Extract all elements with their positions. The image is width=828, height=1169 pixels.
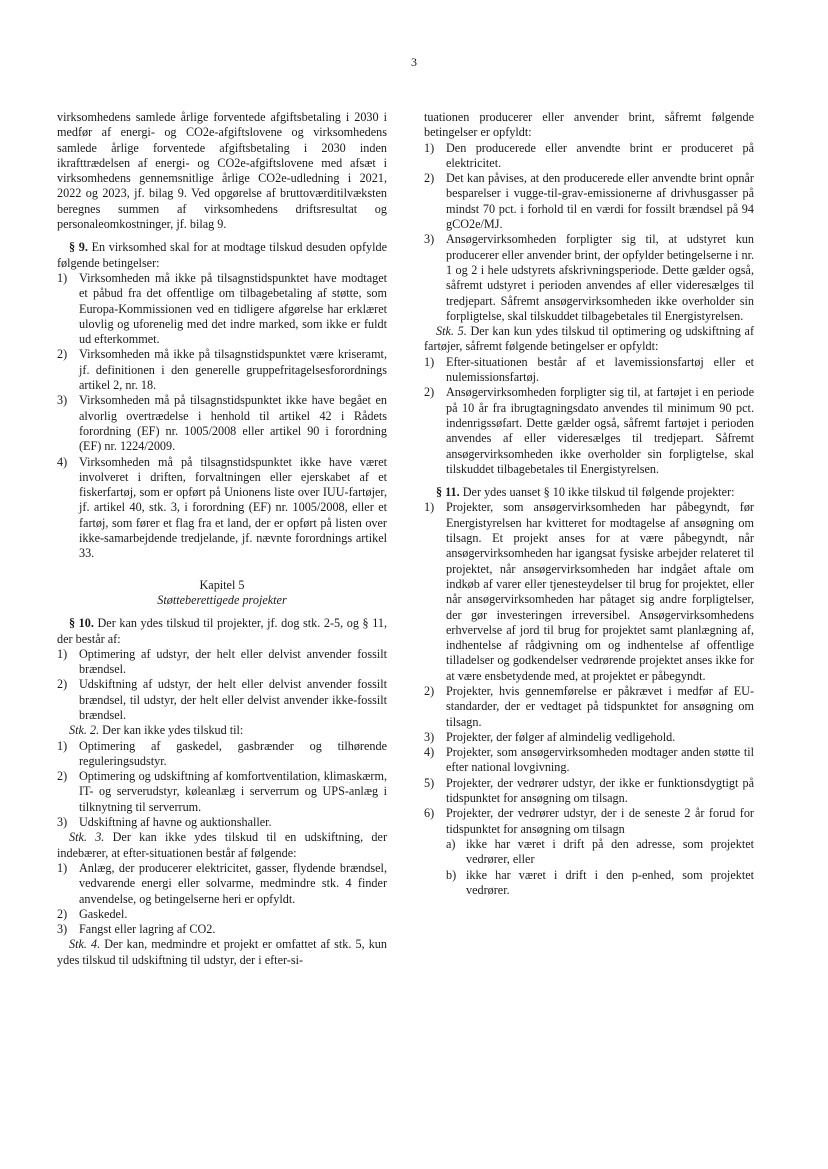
list-item: 1) Efter-situationen består af et lavemissionsfartøj eller et nulemissionsfartøj. bbox=[424, 354, 754, 385]
stk-label: Stk. 4. bbox=[69, 937, 101, 952]
page-number: 3 bbox=[411, 55, 417, 69]
stk-3-list bbox=[57, 861, 387, 937]
list-item: 1) Den producerede eller anvendte brint er produceret på elektricitet. bbox=[424, 140, 754, 170]
section-9-intro: § 9. En virksomhed skal for at modtage tilskud desuden opfylde følgende betingelser: bbox=[57, 240, 387, 270]
list-item: 4) Projekter, som ansøgervirksomheden modtager anden støtte til efter national lovgivning. bbox=[424, 745, 754, 775]
intro-paragraph: virksomhedens samlede årlige forventede afgiftsbetaling i 2030 i medfør af energi- og CO2e-afgiftslovene og virksomhedens samlede årlige forventede afgiftsbetaling i 2030 inden ikrafttrædelsen af energi- og CO2e-afgiftslovene med afsæt i virksomhedens gennemsnitlige årlige CO2e-udledning i 2021, 2022 og 2023, jf. bilag 9. Ved opgørelse af bruttoværditilvæksten beregnes summen af virksomhedens driftsresultat og personaleomkostninger, jf. bilag 9. bbox=[57, 110, 387, 232]
list-item: 4) Virksomheden må på tilsagnstidspunktet ikke have været involveret i driften, forvaltningen eller ejerskabet af et fiskerfartøj, som er opført på Unionens liste over IUU-fartøjer, jf. artikel 40, stk. 3, i forordning (EF) nr. 1005/2008, eller et fartøj, som fører et flag fra et land, der er opført på listen over ikke-samarbejdende tredjelande, jf. nævnte forordnings artikel 33. bbox=[57, 454, 387, 561]
section-9-list bbox=[57, 271, 387, 562]
section-10-intro: § 10. Der kan ydes tilskud til projekter, jf. dog stk. 2-5, og § 11, der består af: bbox=[57, 616, 388, 646]
section-label: § 11. bbox=[436, 485, 460, 500]
list-item: 2) Projekter, hvis gennemførelse er påkrævet i medfør af EU-standarder, der er vedtaget på tidspunktet for ansøgning om tilsagn. bbox=[424, 683, 754, 729]
list-item: 2) Virksomheden må ikke på tilsagnstidspunktet være kriseramt, jf. definitionen i den generelle gruppefritagelsesforordnings artikel 2, nr. 18. bbox=[57, 347, 387, 393]
list-item: 2) Det kan påvises, at den producerede eller anvendte brint opnår besparelser i vugge-til-grav-emissionerne af drivhusgasser på mindst 70 pct. i forhold til en værdi for fossilt brændsel på 94 gCO2e/MJ. bbox=[424, 171, 754, 232]
list-item: 3) Udskiftning af havne og auktionshaller. bbox=[57, 815, 272, 830]
stk-5-intro: Stk. 5. Der kan kun ydes tilskud til optimering og udskiftning af fartøjer, såfremt følgende betingelser er opfyldt: bbox=[424, 324, 754, 354]
list-item: 1) Optimering af udstyr, der helt eller delvist anvender fossilt brændsel. bbox=[57, 646, 387, 677]
list-item: 2) Gaskedel. bbox=[57, 906, 128, 921]
stk-label: Stk. 5. bbox=[436, 324, 467, 339]
stk-label: Stk. 2. bbox=[69, 723, 100, 738]
list-item: 1) Anlæg, der producerer elektricitet, gasser, flydende brændsel, vedvarende energi eller solvarme, medmindre stk. 4 finder anvendelse, og betingelserne heri er opfyldt. bbox=[57, 860, 387, 906]
list-item: 2) Ansøgervirksomheden forpligter sig til, at fartøjet i en periode på 10 år fra ibrugtagningsdato anvendes til minimum 90 pct. indenrigssøfart. Dette gælder også, såfremt fartøjet i perioden anvendes af eller videresælges til tredjepart. Såfremt ansøgervirksomheden ikke overholder sin forpligtelse, skal tilskuddet tilbagebetales til Energistyrelsen. bbox=[424, 385, 754, 476]
list-item: 3) Projekter, der følger af almindelig vedligehold. bbox=[424, 729, 676, 744]
list-item: 3) Ansøgervirksomheden forpligter sig til, at udstyret kun producerer eller anvender brint, der opfylder betingelserne i nr. 1 og 2 i hele udstyrets afskrivningsperiode. Dette gælder også, såfremt udstyret i perioden anvendes af eller videresælges til tredjepart. Såfremt ansøgervirksomheden ikke overholder sin forpligtelse, skal tilskuddet tilbagebetales til Energistyrelsen. bbox=[424, 232, 754, 323]
section-10-list bbox=[57, 647, 387, 723]
list-item: 5) Projekter, der vedrører udstyr, der ikke er funktionsdygtigt på tidspunktet for ansøgning om tilsagn. bbox=[424, 775, 754, 806]
continued-paragraph: tuationen producerer eller anvender brint, såfremt følgende betingelser er opfyldt: bbox=[424, 110, 754, 140]
stk-4-intro: Stk. 4. Der kan, medmindre et projekt er omfattet af stk. 5, kun ydes tilskud til udskiftning til udstyr, der i efter-si- bbox=[57, 937, 387, 967]
chapter-heading: Kapitel 5 bbox=[199, 577, 245, 592]
chapter-title: Støtteberettigede projekter bbox=[157, 592, 287, 607]
stk-3-intro: Stk. 3. Der kan ikke ydes tilskud til en udskiftning, der indebærer, at efter-situationen består af følgende: bbox=[57, 830, 387, 860]
sub-list-item: b) ikke har været i drift i den p-enhed, som projektet vedrører. bbox=[446, 867, 754, 897]
section-label: § 9. bbox=[69, 240, 88, 255]
list-item: 6) Projekter, der vedrører udstyr, der i de seneste 2 år forud for tidspunktet for ansøgning om tilsagn bbox=[424, 806, 754, 836]
stk-label: Stk. 3. bbox=[69, 830, 105, 845]
stk-2-list bbox=[57, 739, 387, 831]
list-item: 3) Virksomheden må på tilsagnstidspunktet ikke have begået en alvorlig overtrædelse i henhold til artikel 42 i Rådets forordning (EF) nr. 1005/2008 eller artikel 90 i forordning (EF) nr. 1224/2009. bbox=[57, 393, 387, 454]
section-11-intro: § 11. Der ydes uanset § 10 ikke tilskud til følgende projekter: bbox=[436, 485, 735, 500]
right-column bbox=[424, 110, 754, 898]
stk-5-list bbox=[424, 355, 754, 477]
section-label: § 10. bbox=[69, 616, 94, 631]
section-11-list bbox=[424, 500, 754, 898]
left-column bbox=[57, 110, 387, 968]
list-item: 1) Optimering af gaskedel, gasbrænder og tilhørende reguleringsudstyr. bbox=[57, 738, 387, 768]
stk-2-intro: Stk. 2. Der kan ikke ydes tilskud til: bbox=[69, 723, 244, 738]
list-item: 2) Udskiftning af udstyr, der helt eller delvist anvender fossilt brændsel, til udstyr, der helt eller delvist anvender ikke-fossilt brændsel. bbox=[57, 677, 387, 722]
list-item: 1) Virksomheden må ikke på tilsagnstidspunktet have modtaget et påbud fra det offentlige om tilbagebetaling af støtte, som Europa-Kommissionen ved en tidligere afgørelse har erklæret ulovlig og uforenelig med det indre marked, som ikke er fuldt ud efterkommet. bbox=[57, 270, 387, 347]
sub-list-item: a) ikke har været i drift på den adresse, som projektet vedrører, eller bbox=[446, 836, 754, 867]
list-item: 2) Optimering og udskiftning af komfortventilation, klimaskærm, IT- og serverudstyr, køleanlæg i serverrum og UPS-anlæg i tilknytning til serverrum. bbox=[57, 769, 387, 814]
list-item: 3) Fangst eller lagring af CO2. bbox=[57, 922, 216, 937]
stk-4-list bbox=[424, 141, 754, 325]
list-item: 1) Projekter, som ansøgervirksomheden har påbegyndt, før Energistyrelsen har kvitteret for modtagelse af ansøgning om tilsagn. Et projekt anses for at være påbegyndt, når ansøgervirksomheden har igangsat fysiske arbejder relateret til projektet, når ansøgervirksomheden har indgået aftale om indkøb af varer eller tjenesteydelser til brug for projektet, eller når ansøgervirksomheden har påtaget sig andre forpligtelser, der gør investeringen irreversibel. Ansøgervirksomhedens erhvervelse af jord til brug for projektet samt planlægning af, indhentelse af rådgivning om og indhentelse af offentlige tilladelser og godkendelser vedrørende projektet anses ikke for at være ensbetydende med, at projektet er påbegyndt. bbox=[424, 500, 754, 683]
